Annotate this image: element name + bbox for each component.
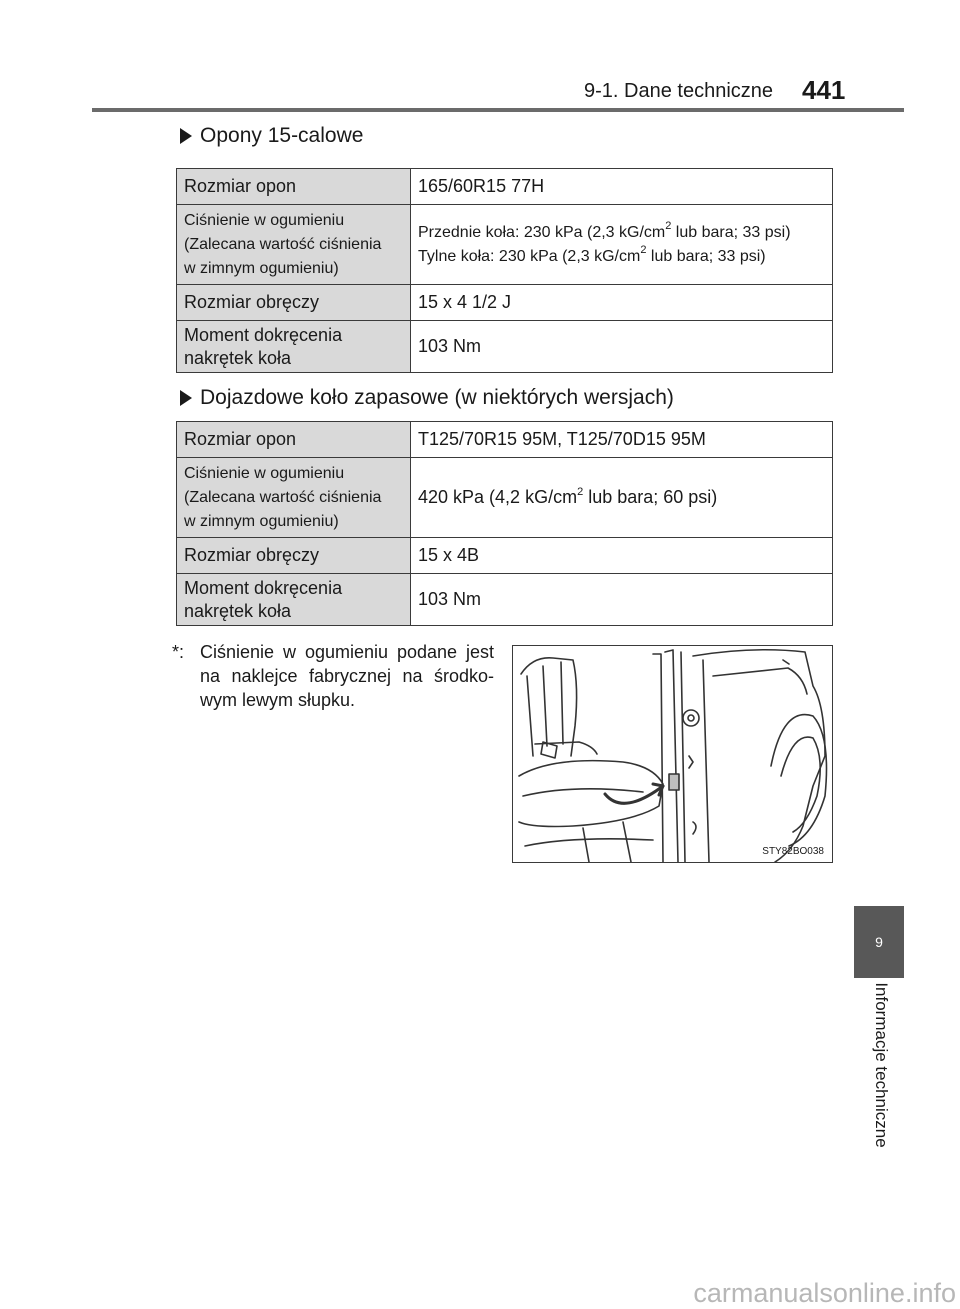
- chapter-tab: 9: [854, 906, 904, 978]
- triangle-bullet-icon: [180, 128, 192, 144]
- table-row: [177, 458, 833, 538]
- table-key-cell: [177, 458, 411, 538]
- table-row: [177, 285, 833, 321]
- figure-code: STY82BO038: [762, 846, 824, 857]
- section-heading-spare-wheel: [180, 386, 674, 410]
- table-row: [177, 205, 833, 285]
- footnote-text: Ciśnienie w ogumieniu podane jest na naklejce fabrycznej na środko-wym lewym słupku.: [200, 642, 494, 710]
- footnote-marker: *:: [172, 642, 185, 662]
- superscript: 2: [665, 220, 672, 233]
- table-value-cell: 15 x 4 1/2 J: [411, 285, 833, 321]
- value-text: Tylne koła: 230 kPa (2,3 kG/cm: [418, 247, 641, 265]
- tire-spec-table-spare: [176, 421, 833, 626]
- door-pillar-illustration: [512, 645, 833, 863]
- table-row: [177, 169, 833, 205]
- key-line: (Zalecana wartość ciśnienia: [184, 488, 382, 506]
- page-header: [0, 0, 960, 112]
- value-text: lub bara; 33 psi): [646, 247, 766, 265]
- table-value-cell: 103 Nm: [411, 321, 833, 373]
- table-row: [177, 422, 833, 458]
- table-value-cell: 165/60R15 77H: [411, 169, 833, 205]
- superscript: 2: [640, 244, 647, 257]
- section-title: 9-1. Dane techniczne: [584, 80, 774, 102]
- car-door-drawing: [513, 646, 832, 862]
- value-line-front: [418, 221, 825, 245]
- watermark: carmanualsonline.info: [693, 1278, 956, 1308]
- key-line: nakrętek koła: [184, 347, 292, 368]
- table-key-cell: Rozmiar obręczy: [177, 538, 411, 574]
- value-text: lub bara; 60 psi): [583, 487, 718, 507]
- table-key-cell: Rozmiar opon: [177, 422, 411, 458]
- table-row: [177, 574, 833, 626]
- table-key-cell: Rozmiar obręczy: [177, 285, 411, 321]
- table-key-cell: [177, 205, 411, 285]
- value-text: 420 kPa (4,2 kG/cm: [418, 487, 578, 507]
- tire-spec-table-15-inch: [176, 168, 833, 373]
- table-value-cell: [411, 205, 833, 285]
- header-divider: [92, 108, 904, 112]
- table-value-cell: [411, 458, 833, 538]
- table-key-cell: Rozmiar opon: [177, 169, 411, 205]
- table-key-cell: [177, 574, 411, 626]
- section-heading-15-inch: [180, 124, 363, 148]
- value-text: lub bara; 33 psi): [671, 223, 791, 241]
- chapter-label: Informacje techniczne: [872, 982, 891, 1148]
- key-line: (Zalecana wartość ciśnienia: [184, 235, 382, 253]
- heading-text: Opony 15-calowe: [200, 124, 364, 147]
- key-line: Ciśnienie w ogumieniu: [184, 464, 345, 482]
- table-row: [177, 538, 833, 574]
- table-row: [177, 321, 833, 373]
- key-line: Moment dokręcenia: [184, 577, 343, 598]
- table-value-cell: T125/70R15 95M, T125/70D15 95M: [411, 422, 833, 458]
- key-line: Ciśnienie w ogumieniu: [184, 211, 345, 229]
- key-line: Moment dokręcenia: [184, 324, 343, 345]
- heading-text: Dojazdowe koło zapasowe (w niektórych wersjach): [200, 386, 674, 409]
- table-value-cell: 103 Nm: [411, 574, 833, 626]
- superscript: 2: [577, 486, 584, 498]
- value-text: Przednie koła: 230 kPa (2,3 kG/cm: [418, 223, 666, 241]
- footnote: [172, 640, 494, 712]
- value-line-rear: [418, 245, 825, 269]
- table-key-cell: [177, 321, 411, 373]
- key-line: w zimnym ogumieniu): [184, 259, 339, 277]
- page-number: 441: [802, 75, 846, 105]
- triangle-bullet-icon: [180, 390, 192, 406]
- key-line: nakrętek koła: [184, 600, 292, 621]
- key-line: w zimnym ogumieniu): [184, 512, 339, 530]
- table-value-cell: 15 x 4B: [411, 538, 833, 574]
